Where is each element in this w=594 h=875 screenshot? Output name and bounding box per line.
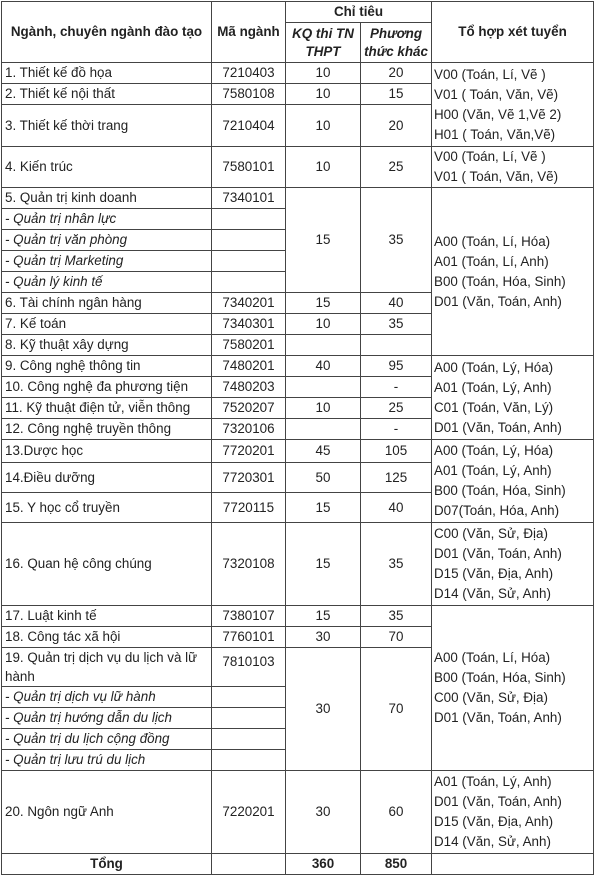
quota-other: [361, 335, 432, 356]
total-code: [212, 854, 286, 875]
major-code: 7210403: [212, 63, 286, 84]
combo-item: D01 (Văn, Toán, Anh): [434, 546, 562, 561]
combo-cell: [432, 63, 594, 147]
table-row: [2, 147, 594, 188]
header-combination: Tổ hợp xét tuyển: [432, 2, 594, 63]
major-name: 4. Kiến trúc: [2, 147, 212, 188]
quota-other: -: [361, 377, 432, 398]
header-major: Ngành, chuyên ngành đào tạo: [2, 2, 212, 63]
quota-other: 20: [361, 63, 432, 84]
combo-item: V00 (Toán, Lí, Vẽ ): [434, 66, 546, 82]
total-other: 850: [361, 854, 432, 875]
combo-item: D01 (Văn, Toán, Anh): [434, 293, 562, 309]
specialization-name: - Quản trị dịch vụ lữ hành: [2, 687, 212, 708]
combo-item: A01 (Toán, Lý, Anh): [434, 463, 552, 478]
major-name: 1. Thiết kế đồ họa: [2, 63, 212, 84]
combo-item: A00 (Toán, Lý, Hóa): [434, 443, 554, 458]
combo-cell: [432, 771, 594, 854]
quota-exam: 10: [286, 63, 361, 84]
major-code: [212, 687, 286, 708]
major-code: 7210404: [212, 105, 286, 147]
combo-item: V01 ( Toán, Văn, Vẽ): [434, 169, 559, 184]
specialization-name: - Quản trị lưu trú du lịch: [2, 750, 212, 771]
table-row: [2, 356, 594, 377]
combo-item: D07(Toán, Hóa, Anh): [434, 503, 560, 518]
quota-other: 125: [361, 463, 432, 493]
major-code: 7340101: [212, 188, 286, 209]
combo-item: A01 (Toán, Lí, Anh): [434, 253, 549, 269]
specialization-name: - Quản trị văn phòng: [2, 230, 212, 251]
quota-other: 35: [361, 188, 432, 293]
combo-item: D01 (Văn, Toán, Anh): [434, 794, 562, 809]
combo-cell: [432, 440, 594, 523]
specialization-name: - Quản lý kinh tế: [2, 272, 212, 293]
quota-other: 105: [361, 440, 432, 463]
major-name: 10. Công nghệ đa phương tiện: [2, 377, 212, 398]
quota-exam: 30: [286, 648, 361, 771]
quota-exam: 10: [286, 84, 361, 105]
major-name: 18. Công tác xã hội: [2, 627, 212, 648]
quota-exam: 10: [286, 147, 361, 188]
combo-item: D01 (Văn, Toán, Anh): [434, 419, 562, 435]
quota-exam: 15: [286, 523, 361, 606]
major-code: [212, 272, 286, 293]
table-row: [2, 606, 594, 627]
combo-item: A01 (Toán, Lý, Anh): [434, 379, 552, 395]
major-name: 13.Dược học: [2, 440, 212, 463]
major-name: 11. Kỹ thuật điện tử, viễn thông: [2, 398, 212, 419]
admission-quota-table: [1, 1, 594, 875]
combo-item: B00 (Toán, Hóa, Sinh): [434, 483, 566, 498]
specialization-name: - Quản trị hướng dẫn du lịch: [2, 708, 212, 729]
quota-exam: 40: [286, 356, 361, 377]
combo-item: C00 (Văn, Sử, Địa): [434, 690, 548, 705]
combo-cell: [432, 356, 594, 440]
quota-exam: 15: [286, 293, 361, 314]
quota-other: 35: [361, 523, 432, 606]
header-exam-result: KQ thi TN THPT: [286, 23, 361, 63]
major-name: 16. Quan hệ công chúng: [2, 523, 212, 606]
combo-cell: [432, 147, 594, 188]
header-code: Mã ngành: [212, 2, 286, 63]
total-exam: 360: [286, 854, 361, 875]
major-code: [212, 750, 286, 771]
specialization-name: - Quản trị du lịch cộng đồng: [2, 729, 212, 750]
quota-other: 70: [361, 627, 432, 648]
quota-exam: 15: [286, 493, 361, 523]
quota-exam: 10: [286, 398, 361, 419]
quota-other: 70: [361, 648, 432, 771]
total-row: [2, 854, 594, 875]
quota-other: 20: [361, 105, 432, 147]
major-code: [212, 230, 286, 251]
major-name: 3. Thiết kế thời trang: [2, 105, 212, 147]
major-code: 7580201: [212, 335, 286, 356]
major-code: 7320108: [212, 523, 286, 606]
header-quota: Chỉ tiêu: [286, 2, 432, 23]
quota-exam: 15: [286, 188, 361, 293]
major-code: 7520207: [212, 398, 286, 419]
quota-exam: 50: [286, 463, 361, 493]
combo-item: A00 (Toán, Lý, Hóa): [434, 359, 554, 375]
combo-item: A00 (Toán, Lí, Hóa): [434, 233, 551, 249]
quota-exam: 30: [286, 771, 361, 854]
combo-item: D14 (Văn, Sử, Anh): [434, 586, 551, 601]
major-code: 7220201: [212, 771, 286, 854]
major-name: 14.Điều dưỡng: [2, 463, 212, 493]
combo-item: A01 (Toán, Lý, Anh): [434, 774, 552, 789]
combo-item: V01 ( Toán, Văn, Vẽ): [434, 86, 559, 102]
major-code: 7810103: [212, 648, 286, 687]
major-code: 7340301: [212, 314, 286, 335]
combo-item: V00 (Toán, Lí, Vẽ ): [434, 149, 546, 164]
major-name: 17. Luật kinh tế: [2, 606, 212, 627]
major-name: 7. Kế toán: [2, 314, 212, 335]
quota-exam: [286, 419, 361, 440]
combo-item: C00 (Văn, Sử, Địa): [434, 526, 548, 541]
table-row: [2, 523, 594, 606]
quota-other: 60: [361, 771, 432, 854]
major-code: 7340201: [212, 293, 286, 314]
combo-item: B00 (Toán, Hóa, Sinh): [434, 670, 566, 685]
major-name: 8. Kỹ thuật xây dựng: [2, 335, 212, 356]
quota-exam: [286, 377, 361, 398]
major-code: 7580108: [212, 84, 286, 105]
quota-other: 25: [361, 398, 432, 419]
combo-item: D15 (Văn, Địa, Anh): [434, 566, 554, 581]
table-row: [2, 440, 594, 463]
major-code: 7480203: [212, 377, 286, 398]
combo-item: H00 (Văn, Vẽ 1,Vẽ 2): [434, 106, 562, 122]
combo-item: D14 (Văn, Sử, Anh): [434, 834, 551, 849]
major-code: [212, 729, 286, 750]
major-code: 7720301: [212, 463, 286, 493]
combo-cell: [432, 523, 594, 606]
quota-other: 95: [361, 356, 432, 377]
combo-item: H01 ( Toán, Văn,Vẽ): [434, 126, 556, 142]
major-name: 5. Quản trị kinh doanh: [2, 188, 212, 209]
combo-item: D01 (Văn, Toán, Anh): [434, 710, 562, 725]
major-code: 7720201: [212, 440, 286, 463]
quota-exam: 10: [286, 105, 361, 147]
major-code: [212, 209, 286, 230]
quota-exam: 45: [286, 440, 361, 463]
total-combo: [432, 854, 594, 875]
major-code: [212, 708, 286, 729]
major-name: 20. Ngôn ngữ Anh: [2, 771, 212, 854]
major-code: 7380107: [212, 606, 286, 627]
major-code: 7760101: [212, 627, 286, 648]
quota-other: -: [361, 419, 432, 440]
quota-other: 15: [361, 84, 432, 105]
header-other-method: Phương thức khác: [361, 23, 432, 63]
combo-item: C01 (Toán, Văn, Lý): [434, 399, 554, 415]
major-code: 7580101: [212, 147, 286, 188]
combo-cell: [432, 188, 594, 356]
major-name: 9. Công nghệ thông tin: [2, 356, 212, 377]
quota-exam: 10: [286, 314, 361, 335]
table-row: [2, 63, 594, 84]
quota-other: 40: [361, 293, 432, 314]
table-row: [2, 188, 594, 209]
quota-other: 40: [361, 493, 432, 523]
major-code: 7480201: [212, 356, 286, 377]
quota-exam: [286, 335, 361, 356]
total-label: Tổng: [2, 854, 212, 875]
quota-other: 35: [361, 314, 432, 335]
major-name: 6. Tài chính ngân hàng: [2, 293, 212, 314]
combo-item: A00 (Toán, Lí, Hóa): [434, 650, 551, 665]
major-name: 2. Thiết kế nội thất: [2, 84, 212, 105]
combo-cell: [432, 606, 594, 771]
specialization-name: - Quản trị Marketing: [2, 251, 212, 272]
major-code: 7720115: [212, 493, 286, 523]
quota-exam: 15: [286, 606, 361, 627]
table-row: [2, 771, 594, 854]
major-code: 7320106: [212, 419, 286, 440]
combo-item: D15 (Văn, Địa, Anh): [434, 814, 554, 829]
major-code: [212, 251, 286, 272]
combo-item: B00 (Toán, Hóa, Sinh): [434, 273, 566, 289]
quota-exam: 30: [286, 627, 361, 648]
major-name: 19. Quản trị dịch vụ du lịch và lữ hành: [2, 648, 212, 687]
major-name: 12. Công nghệ truyền thông: [2, 419, 212, 440]
quota-other: 35: [361, 606, 432, 627]
major-name: 15. Y học cổ truyền: [2, 493, 212, 523]
quota-other: 25: [361, 147, 432, 188]
specialization-name: - Quản trị nhân lực: [2, 209, 212, 230]
